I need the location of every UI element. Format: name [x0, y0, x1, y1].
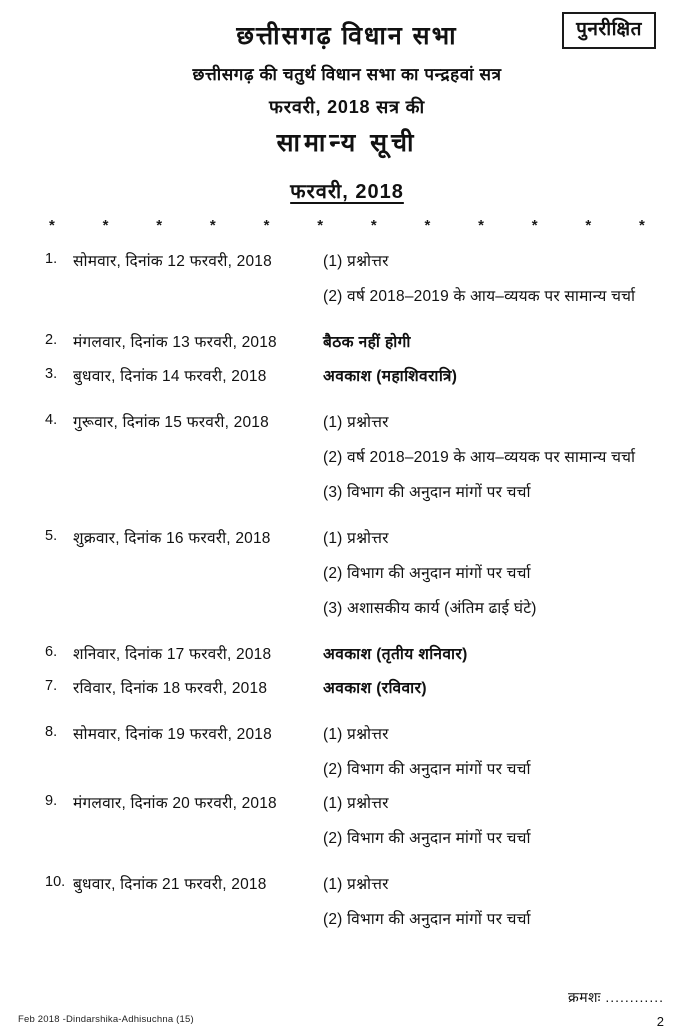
agenda-entry — [45, 330, 667, 352]
footer-continued-label: क्रमशः — [567, 989, 601, 1005]
agenda-entry — [45, 410, 667, 502]
agenda-item: (2) विभाग की अनुदान मांगों पर चर्चा — [323, 911, 531, 928]
agenda-item: बैठक नहीं होगी — [323, 334, 411, 351]
assembly-title: छत्तीसगढ़ विधान सभा — [236, 22, 458, 50]
agenda-entry-items — [323, 791, 667, 848]
agenda-entry-number: 4. — [45, 412, 58, 428]
month-heading: फरवरी, 2018 — [290, 181, 404, 203]
star-glyph: * — [102, 217, 109, 234]
agenda-entry-number: 5. — [45, 528, 58, 544]
agenda-entry-date: शुक्रवार, दिनांक 16 फरवरी, 2018 — [73, 530, 271, 547]
star-glyph: * — [370, 217, 377, 234]
agenda-item: (1) प्रश्नोत्तर — [323, 876, 389, 893]
agenda-item: (1) प्रश्नोत्तर — [323, 726, 389, 743]
footer-continued — [568, 988, 664, 1007]
agenda-entry — [45, 526, 667, 618]
star-glyph: * — [156, 217, 163, 234]
agenda-entry-number: 1. — [45, 251, 58, 267]
agenda-item: (2) वर्ष 2018–2019 के आय–व्ययक पर सामान्य चर्चा — [323, 449, 636, 466]
agenda-item: (1) प्रश्नोत्तर — [323, 253, 389, 270]
agenda-entry — [45, 364, 667, 386]
session-subtitle: छत्तीसगढ़ की चतुर्थ विधान सभा का पन्द्रहवां सत्र — [192, 65, 502, 84]
agenda-entry — [45, 676, 667, 698]
agenda-entry-items — [323, 722, 667, 779]
agenda-entry-number: 3. — [45, 366, 58, 382]
agenda-entry-number: 8. — [45, 724, 58, 740]
agenda-item: अवकाश (महाशिवरात्रि) — [323, 368, 458, 385]
agenda-entry-date: गुरूवार, दिनांक 15 फरवरी, 2018 — [73, 414, 269, 431]
agenda-item: अवकाश (तृतीय शनिवार) — [323, 646, 468, 663]
agenda-entry — [45, 791, 667, 848]
agenda-entry — [45, 872, 667, 929]
agenda-entry-items — [323, 872, 667, 929]
star-glyph: * — [639, 217, 645, 234]
agenda-entry — [45, 722, 667, 779]
star-glyph: * — [478, 217, 484, 234]
agenda-entry — [45, 249, 667, 306]
agenda-entry-date: बुधवार, दिनांक 14 फरवरी, 2018 — [73, 368, 267, 385]
agenda-item: (2) वर्ष 2018–2019 के आय–व्ययक पर सामान्य चर्चा — [323, 288, 636, 305]
agenda-entry-items — [323, 410, 667, 502]
star-glyph: * — [531, 217, 538, 234]
agenda-entry-date: शनिवार, दिनांक 17 फरवरी, 2018 — [73, 646, 272, 663]
agenda-entry-number: 7. — [45, 678, 58, 694]
agenda-entry-date: बुधवार, दिनांक 21 फरवरी, 2018 — [73, 876, 267, 893]
agenda-entry-items — [323, 676, 667, 698]
revised-stamp — [562, 12, 656, 49]
agenda-list — [27, 249, 667, 929]
agenda-item: (1) प्रश्नोत्तर — [323, 795, 389, 812]
page-number: 2 — [656, 1014, 664, 1029]
agenda-item: (2) विभाग की अनुदान मांगों पर चर्चा — [323, 830, 531, 847]
document-type-title: सामान्य सूची — [276, 129, 418, 157]
star-glyph: * — [585, 217, 592, 234]
footer-dots: ............ — [605, 989, 664, 1005]
agenda-item: (1) प्रश्नोत्तर — [323, 414, 389, 431]
agenda-entry-items — [323, 249, 667, 306]
star-glyph: * — [424, 217, 431, 234]
star-glyph: * — [209, 217, 216, 234]
session-month-title: फरवरी, 2018 सत्र की — [269, 97, 425, 117]
agenda-entry-date: रविवार, दिनांक 18 फरवरी, 2018 — [73, 680, 268, 697]
agenda-entry-number: 2. — [45, 332, 58, 348]
footer-file-note: Feb 2018 -Dindarshika-Adhisuchna (15) — [18, 1014, 194, 1025]
agenda-entry-items — [323, 526, 667, 618]
agenda-item: (1) प्रश्नोत्तर — [323, 530, 389, 547]
revised-stamp-label: पुनरीक्षित — [576, 19, 642, 40]
agenda-entry-number: 6. — [45, 644, 58, 660]
agenda-entry-items — [323, 330, 667, 352]
agenda-entry-number: 9. — [45, 793, 58, 809]
star-separator — [49, 218, 645, 233]
agenda-entry-date: सोमवार, दिनांक 19 फरवरी, 2018 — [73, 726, 272, 743]
agenda-entry-items — [323, 642, 667, 664]
agenda-entry-date: मंगलवार, दिनांक 20 फरवरी, 2018 — [73, 795, 277, 812]
star-glyph: * — [263, 217, 270, 234]
agenda-item: (2) विभाग की अनुदान मांगों पर चर्चा — [323, 565, 531, 582]
agenda-entry-items — [323, 364, 667, 386]
agenda-item: (3) अशासकीय कार्य (अंतिम ढाई घंटे) — [323, 600, 537, 617]
agenda-entry-number: 10. — [45, 874, 66, 890]
agenda-entry-date: सोमवार, दिनांक 12 फरवरी, 2018 — [73, 253, 272, 270]
agenda-entry — [45, 642, 667, 664]
agenda-item: अवकाश (रविवार) — [323, 680, 427, 697]
agenda-item: (3) विभाग की अनुदान मांगों पर चर्चा — [323, 484, 531, 501]
agenda-item: (2) विभाग की अनुदान मांगों पर चर्चा — [323, 761, 531, 778]
star-glyph: * — [317, 217, 324, 234]
agenda-entry-date: मंगलवार, दिनांक 13 फरवरी, 2018 — [73, 334, 277, 351]
star-glyph: * — [49, 217, 55, 234]
